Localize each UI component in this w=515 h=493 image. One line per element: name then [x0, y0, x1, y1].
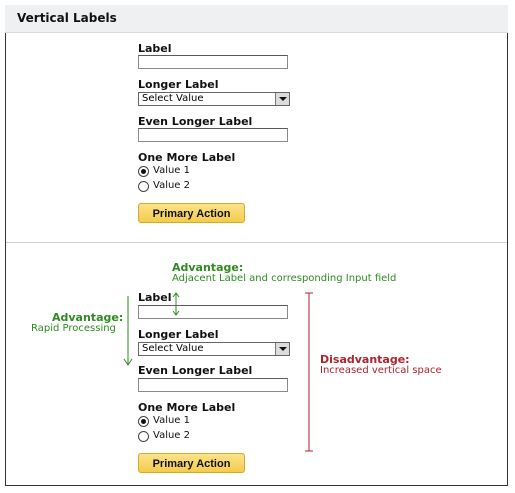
label-field-1: Label: [138, 42, 172, 55]
label-field-2b: Longer Label: [138, 328, 219, 341]
label-field-4b: One More Label: [138, 401, 236, 414]
advantage-left-title: Advantage:: [52, 311, 124, 324]
disadvantage-text: Increased vertical space: [320, 365, 442, 376]
down-arrow-icon: [124, 296, 132, 365]
label-field-3: Even Longer Label: [138, 115, 253, 128]
disadvantage-title: Disadvantage:: [320, 353, 410, 366]
label-field-1b: Label: [138, 291, 172, 304]
radio-label-1: Value 1: [153, 165, 191, 176]
advantage-top-text: Adjacent Label and corresponding Input field: [172, 273, 397, 284]
vertical-space-bracket-icon: [305, 293, 313, 451]
label-field-4: One More Label: [138, 151, 236, 164]
select-value: Select Value: [142, 93, 204, 104]
primary-action-button-b[interactable]: Primary Action: [138, 453, 245, 473]
label-field-2: Longer Label: [138, 78, 219, 91]
advantage-left-text: Rapid Processing: [31, 323, 116, 334]
radio-label-1b: Value 1: [153, 415, 191, 426]
radio-label-2: Value 2: [153, 180, 191, 191]
panel-title: Vertical Labels: [17, 11, 117, 25]
radio-label-2b: Value 2: [153, 430, 191, 441]
select-value-b: Select Value: [142, 343, 204, 354]
advantage-top-title: Advantage:: [172, 261, 244, 274]
primary-action-button[interactable]: Primary Action: [138, 203, 245, 223]
label-field-3b: Even Longer Label: [138, 364, 253, 377]
double-arrow-icon: [173, 293, 179, 315]
